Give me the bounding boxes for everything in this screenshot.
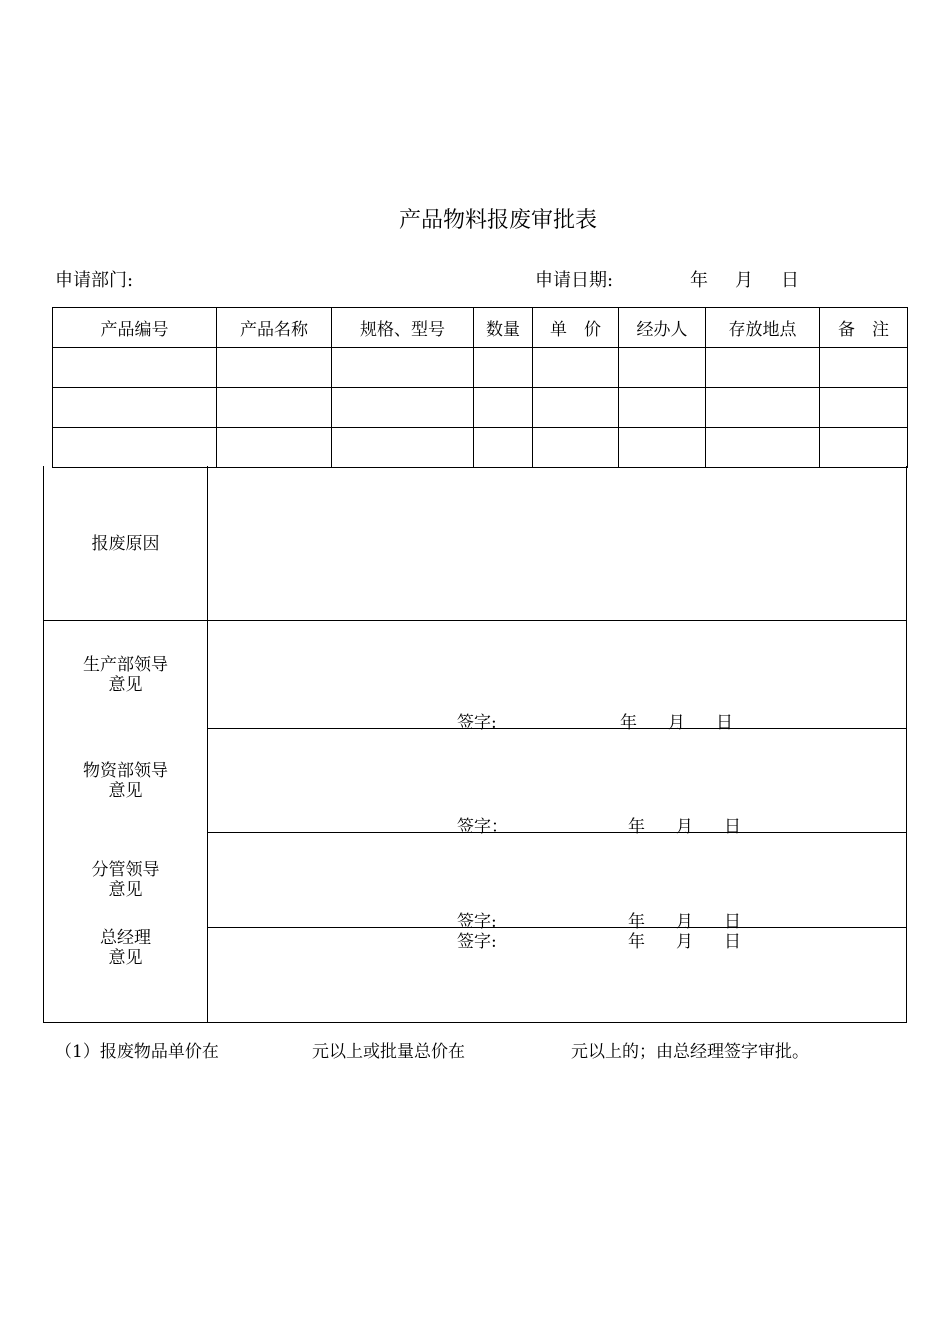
- table-cell[interactable]: [533, 348, 619, 388]
- footnote-part2: 元以上或批量总价在: [312, 1042, 465, 1062]
- table-cell[interactable]: [474, 388, 533, 428]
- grid-bottom-border: [43, 1022, 907, 1023]
- col-header-handler: 经办人: [619, 308, 706, 348]
- grid-right-border: [906, 466, 907, 1023]
- table-cell[interactable]: [217, 388, 332, 428]
- table-cell[interactable]: [533, 388, 619, 428]
- materials-lead-opinion-field[interactable]: [210, 732, 904, 808]
- table-cell[interactable]: [820, 388, 908, 428]
- table-cell[interactable]: [217, 348, 332, 388]
- table-cell[interactable]: [332, 348, 474, 388]
- col-header-spec-model: 规格、型号: [332, 308, 474, 348]
- table-cell[interactable]: [820, 348, 908, 388]
- table-cell[interactable]: [619, 348, 706, 388]
- table-cell[interactable]: [706, 348, 820, 388]
- signature-label: 签字：: [457, 817, 508, 837]
- division-lead-label: 分管领导 意见: [91, 860, 160, 900]
- date-year: 年: [690, 270, 708, 291]
- table-cell[interactable]: [820, 428, 908, 468]
- table-cell[interactable]: [619, 428, 706, 468]
- grid-row-divider: [207, 832, 907, 833]
- signature-label: 签字:: [457, 713, 497, 733]
- signature-label: 签字:: [457, 912, 497, 932]
- grid-label-divider: [207, 466, 208, 1023]
- table-cell[interactable]: [474, 428, 533, 468]
- table-row: [53, 428, 908, 468]
- signature-day: 日: [724, 912, 741, 932]
- table-cell[interactable]: [706, 428, 820, 468]
- signature-label: 签字:: [457, 932, 497, 952]
- signature-year: 年: [628, 817, 645, 837]
- division-lead-opinion-field[interactable]: [210, 836, 904, 906]
- signature-year: 年: [620, 713, 637, 733]
- table-cell[interactable]: [332, 428, 474, 468]
- col-header-product-name: 产品名称: [217, 308, 332, 348]
- table-cell[interactable]: [533, 428, 619, 468]
- signature-day: 日: [724, 817, 741, 837]
- signature-month: 月: [676, 932, 693, 952]
- products-table: [52, 307, 908, 468]
- dept-label: 申请部门:: [55, 270, 134, 291]
- col-header-product-code: 产品编号: [53, 308, 217, 348]
- table-cell[interactable]: [619, 388, 706, 428]
- signature-day: 日: [716, 713, 733, 733]
- table-cell[interactable]: [217, 428, 332, 468]
- table-cell[interactable]: [53, 428, 217, 468]
- production-lead-label: 生产部领导 意见: [83, 655, 168, 695]
- table-cell[interactable]: [474, 348, 533, 388]
- materials-lead-label: 物资部领导 意见: [83, 761, 168, 801]
- table-cell[interactable]: [332, 388, 474, 428]
- signature-month: 月: [668, 713, 685, 733]
- production-lead-opinion-field[interactable]: [210, 624, 904, 704]
- col-header-remarks: 备 注: [820, 308, 908, 348]
- col-header-quantity: 数量: [474, 308, 533, 348]
- date-month: 月: [735, 270, 753, 291]
- col-header-unit-price: 单 价: [533, 308, 619, 348]
- date-label: 申请日期:: [535, 270, 614, 291]
- form-title: 产品物料报废审批表: [398, 208, 597, 233]
- signature-month: 月: [676, 817, 693, 837]
- table-row: [53, 348, 908, 388]
- col-header-storage-location: 存放地点: [706, 308, 820, 348]
- table-row: [53, 388, 908, 428]
- grid-row-divider: [207, 927, 907, 928]
- scrap-reason-label: 报废原因: [91, 534, 160, 554]
- footnote-part1: （1）报废物品单价在: [55, 1042, 219, 1062]
- table-cell[interactable]: [53, 348, 217, 388]
- signature-year: 年: [628, 932, 645, 952]
- signature-month: 月: [676, 912, 693, 932]
- table-header-row: [53, 308, 908, 348]
- table-cell[interactable]: [706, 388, 820, 428]
- signature-year: 年: [628, 912, 645, 932]
- grid-row-divider: [207, 728, 907, 729]
- general-manager-label: 总经理 意见: [100, 928, 151, 968]
- scrap-reason-field[interactable]: [210, 470, 904, 618]
- general-manager-opinion-field[interactable]: [210, 952, 904, 1020]
- footnote-part3: 元以上的；由总经理签字审批。: [571, 1042, 809, 1062]
- table-cell[interactable]: [53, 388, 217, 428]
- date-day: 日: [781, 270, 799, 291]
- grid-row-divider: [43, 620, 907, 621]
- signature-day: 日: [724, 932, 741, 952]
